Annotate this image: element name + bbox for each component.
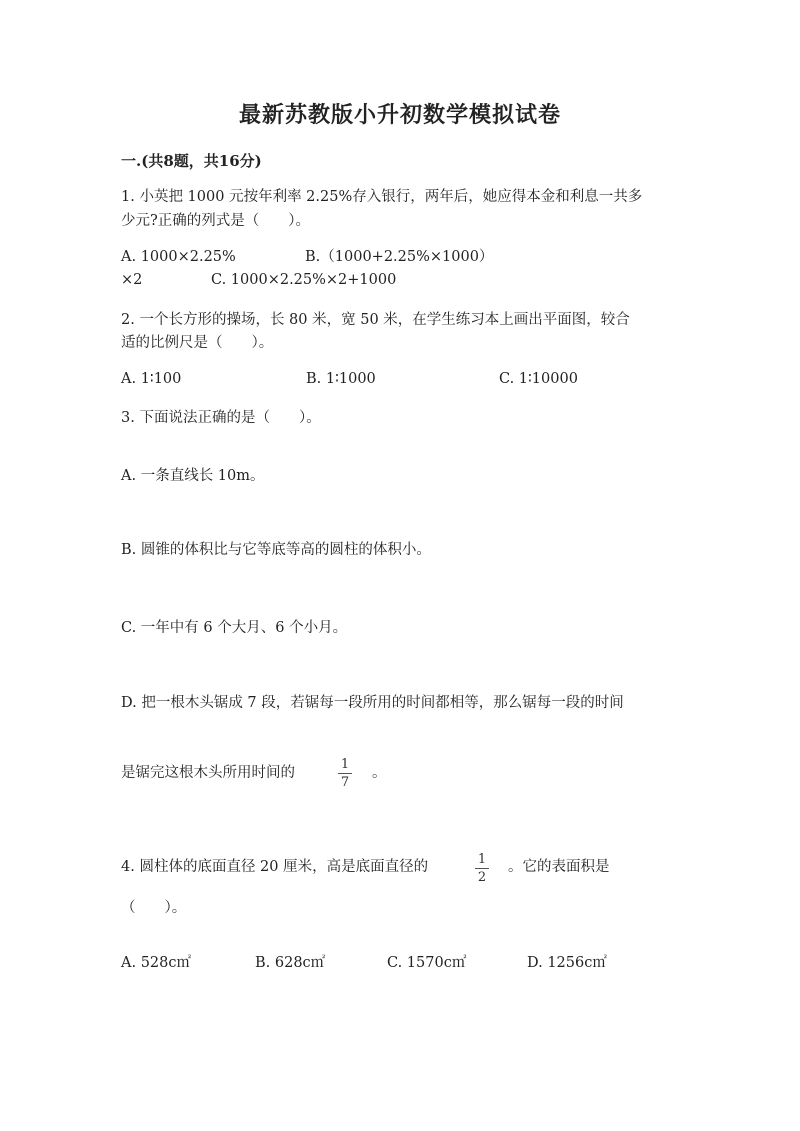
question-4-option-c: C. 1570c㎡ — [387, 955, 467, 971]
question-3-option-d-line-2: 是锯完这根木头所用时间的 — [121, 765, 295, 781]
question-2-option-b: B. 1∶1000 — [306, 371, 376, 387]
question-3-option-d-line-1: D. 把一根木头锯成 7 段，若锯每一段所用的时间都相等，那么锯每一段的时间 — [121, 695, 624, 711]
fraction-numerator: 1 — [340, 757, 350, 772]
question-1-line-2: 少元?正确的列式是（ ）。 — [121, 213, 311, 229]
question-3-option-a: A. 一条直线长 10m。 — [121, 468, 265, 484]
question-3-option-d-period: 。 — [372, 765, 387, 781]
fraction-bar — [475, 868, 489, 869]
question-2-line-2: 适的比例尺是（ ）。 — [121, 335, 274, 351]
question-2-line-1: 2. 一个长方形的操场，长 80 米，宽 50 米，在学生练习本上画出平面图，较合 — [121, 312, 630, 328]
question-3-option-c: C. 一年中有 6 个大月、6 个小月。 — [121, 620, 348, 636]
fraction-one-seventh — [338, 757, 352, 790]
question-4-option-b: B. 628c㎡ — [255, 955, 326, 971]
fraction-numerator: 1 — [477, 852, 487, 867]
section-header: 一.(共8题，共16分) — [121, 152, 262, 170]
question-1-option-a: A. 1000×2.25% — [121, 249, 236, 265]
question-1-option-c: C. 1000×2.25%×2+1000 — [211, 272, 397, 288]
fraction-bar — [338, 773, 352, 774]
page-title: 最新苏教版小升初数学模拟试卷 — [238, 102, 561, 128]
fraction-denominator: 2 — [477, 870, 487, 885]
question-4-option-d: D. 1256c㎡ — [527, 955, 607, 971]
question-1-option-b-continued: ×2 — [121, 272, 143, 288]
question-1-line-1: 1. 小英把 1000 元按年利率 2.25%存入银行，两年后，她应得本金和利息一共多 — [121, 189, 643, 205]
question-3-option-b: B. 圆锥的体积比与它等底等高的圆柱的体积小。 — [121, 542, 431, 558]
question-3-stem: 3. 下面说法正确的是（ ）。 — [121, 410, 321, 426]
question-2-option-a: A. 1∶100 — [121, 371, 182, 387]
fraction-denominator: 7 — [340, 775, 350, 790]
question-4-stem-after: 。它的表面积是 — [508, 859, 610, 875]
fraction-one-half — [475, 852, 489, 885]
question-2-option-c: C. 1∶10000 — [499, 371, 578, 387]
question-4-stem-before: 4. 圆柱体的底面直径 20 厘米，高是底面直径的 — [121, 859, 429, 875]
question-1-option-b: B.（1000+2.25%×1000） — [305, 249, 494, 265]
question-4-option-a: A. 528c㎡ — [121, 955, 191, 971]
question-4-line-2: （ ）。 — [121, 900, 187, 916]
